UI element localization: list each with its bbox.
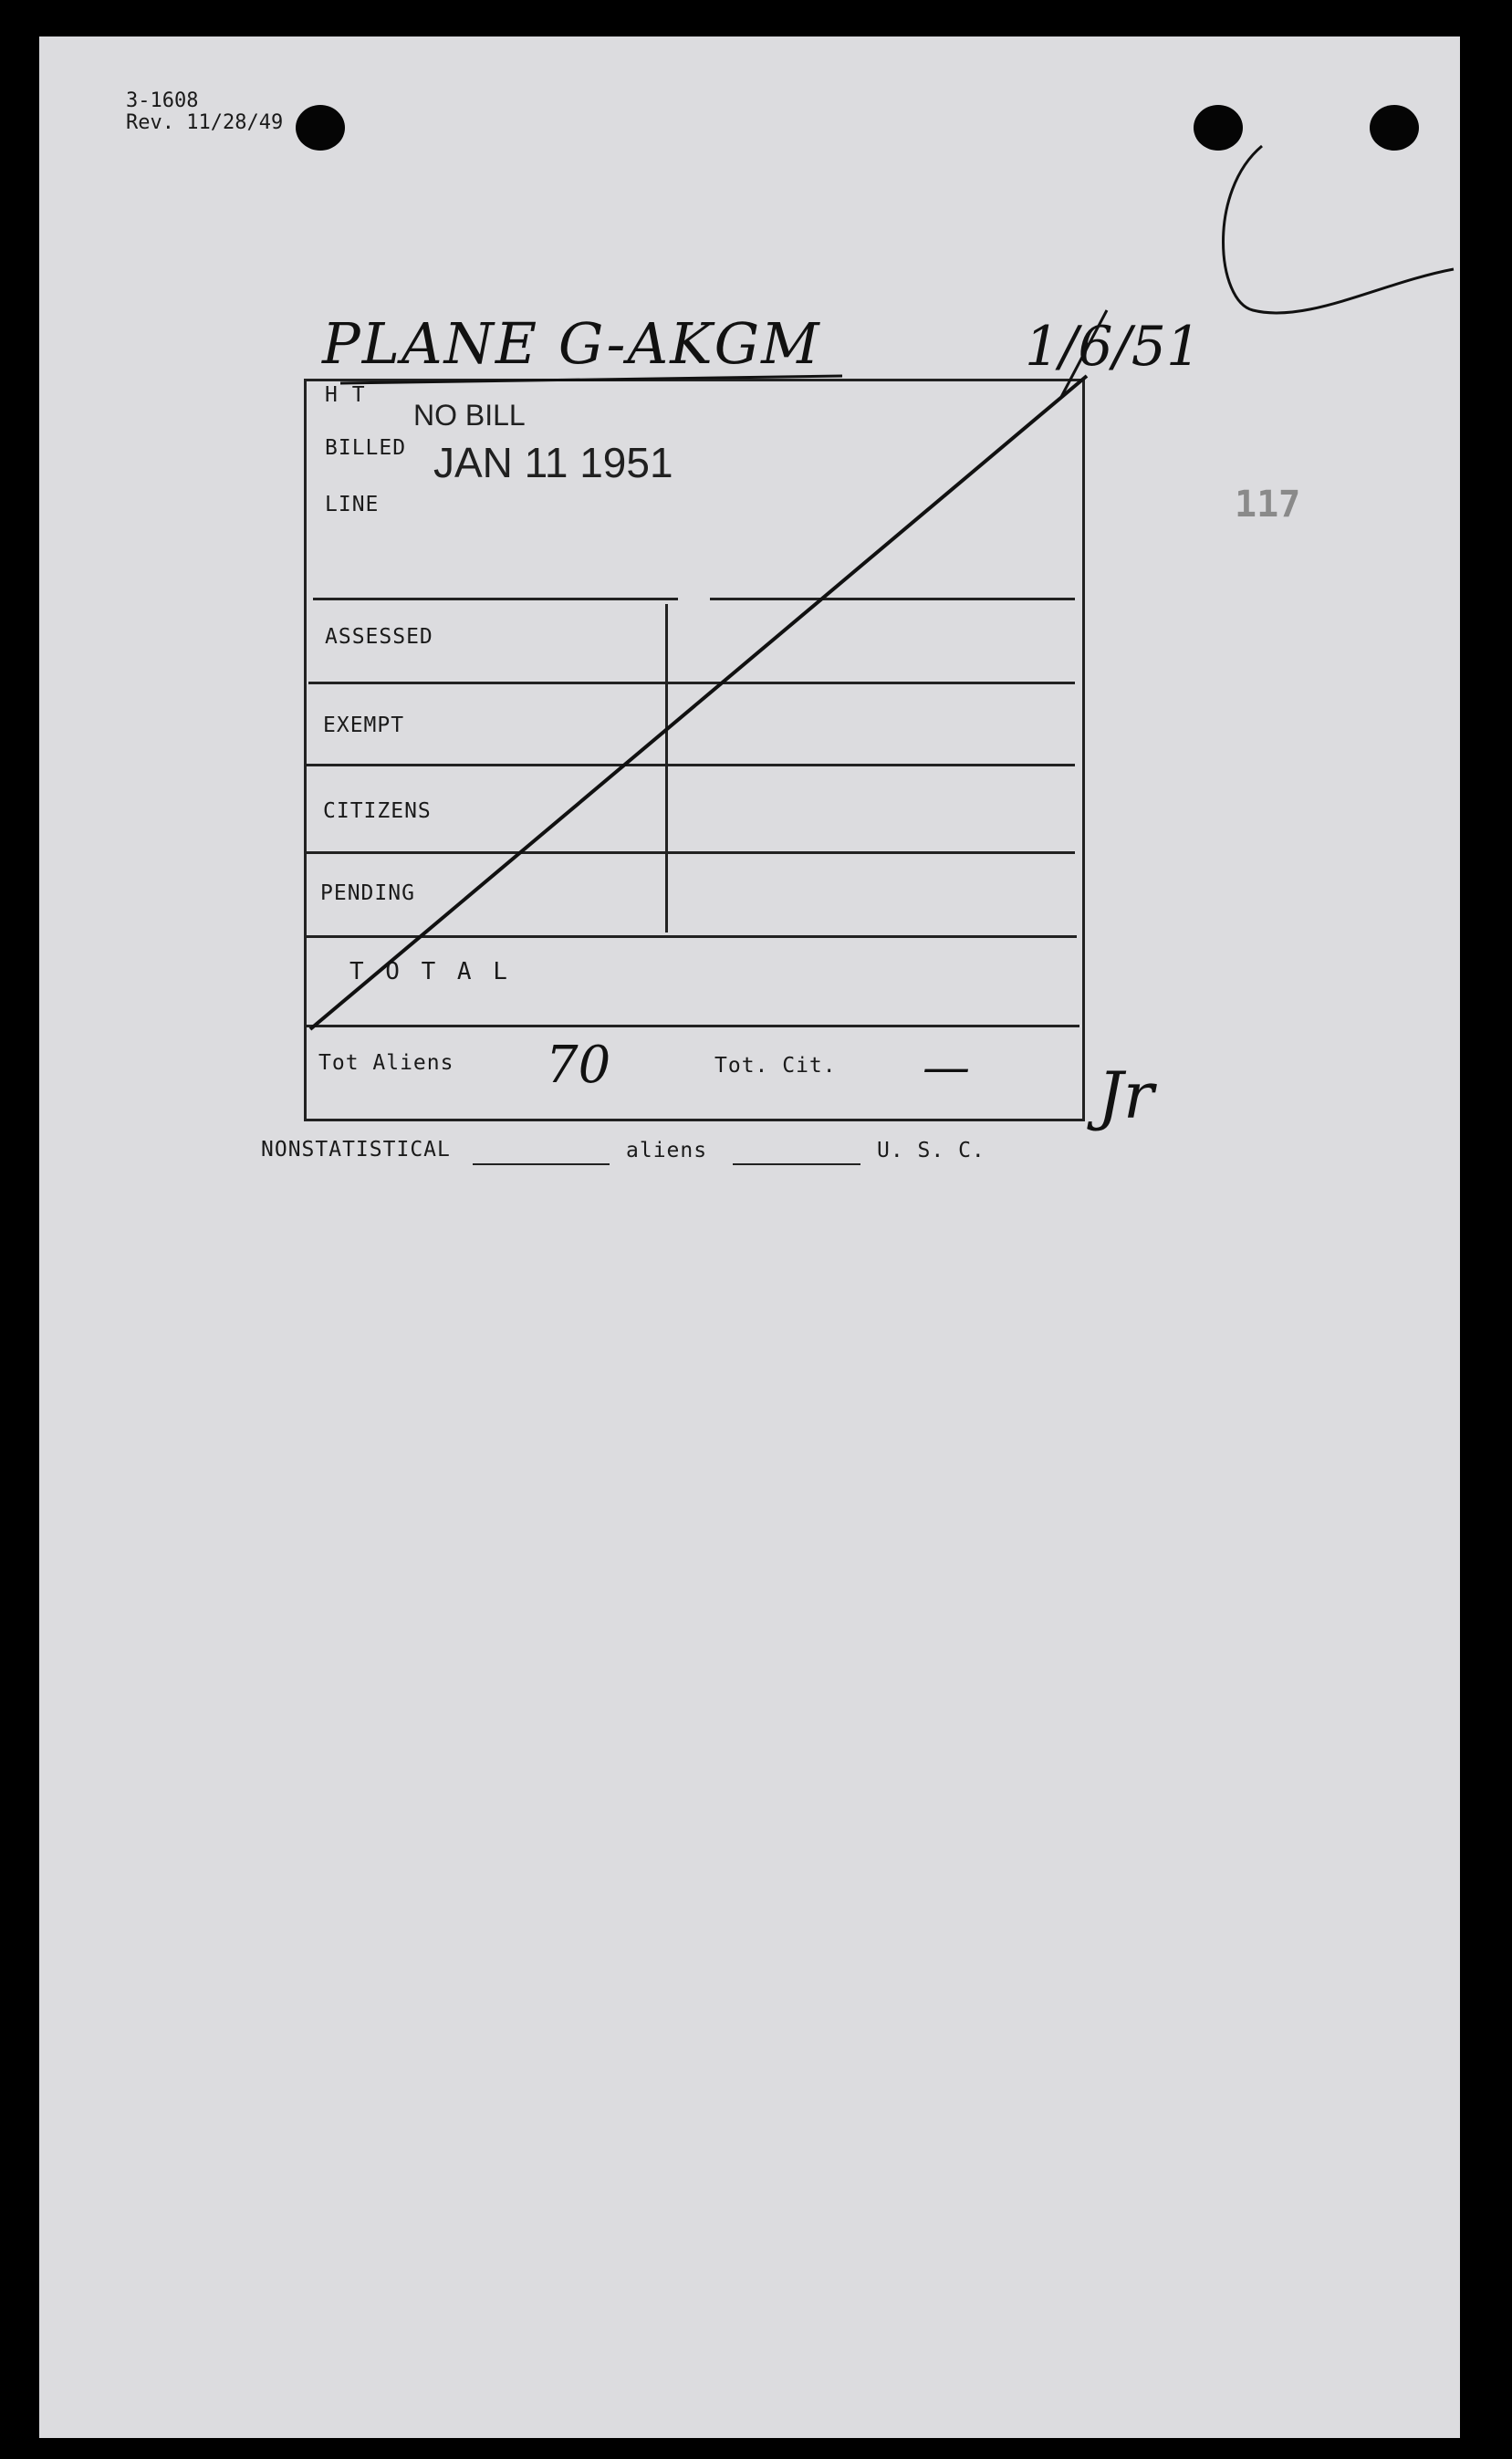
initials: Jr: [1098, 1058, 1154, 1133]
date-slash-mark: [1061, 310, 1107, 397]
tot-cit-label: Tot. Cit.: [714, 1054, 837, 1078]
form-number: 3-1608: [126, 89, 199, 112]
date-stamp: JAN 11 1951: [433, 439, 673, 486]
cancel-diagonal-line: [310, 376, 1087, 1029]
label-billed: BILLED: [325, 436, 407, 460]
label-assessed: ASSESSED: [325, 625, 433, 649]
document-page: [39, 36, 1460, 2438]
label-total: T O T A L: [349, 958, 511, 985]
label-line: LINE: [325, 493, 380, 516]
label-citizens: CITIZENS: [323, 799, 432, 823]
tot-aliens-label: Tot Aliens: [318, 1051, 454, 1075]
page-number-stamp: 117: [1235, 484, 1301, 526]
corner-curve-mark: [1224, 146, 1455, 313]
nonstatistical-label: NONSTATISTICAL: [261, 1138, 451, 1162]
plane-label: PLANE G-AKGM: [322, 310, 821, 377]
label-exempt: EXEMPT: [323, 714, 405, 737]
label-ht: H T: [325, 383, 366, 407]
form-revision: Rev. 11/28/49: [126, 111, 284, 134]
usc-label: U. S. C.: [877, 1139, 985, 1162]
plane-underline: [340, 376, 842, 383]
aliens-label: aliens: [626, 1139, 708, 1162]
label-pending: PENDING: [320, 881, 415, 905]
handwritten-date: 1/6/51: [1025, 315, 1202, 379]
no-bill-stamp: NO BILL: [413, 399, 526, 432]
tot-aliens-value: 70: [546, 1036, 611, 1095]
tot-cit-value: —: [923, 1040, 970, 1095]
pen-marks: [39, 36, 1460, 2438]
